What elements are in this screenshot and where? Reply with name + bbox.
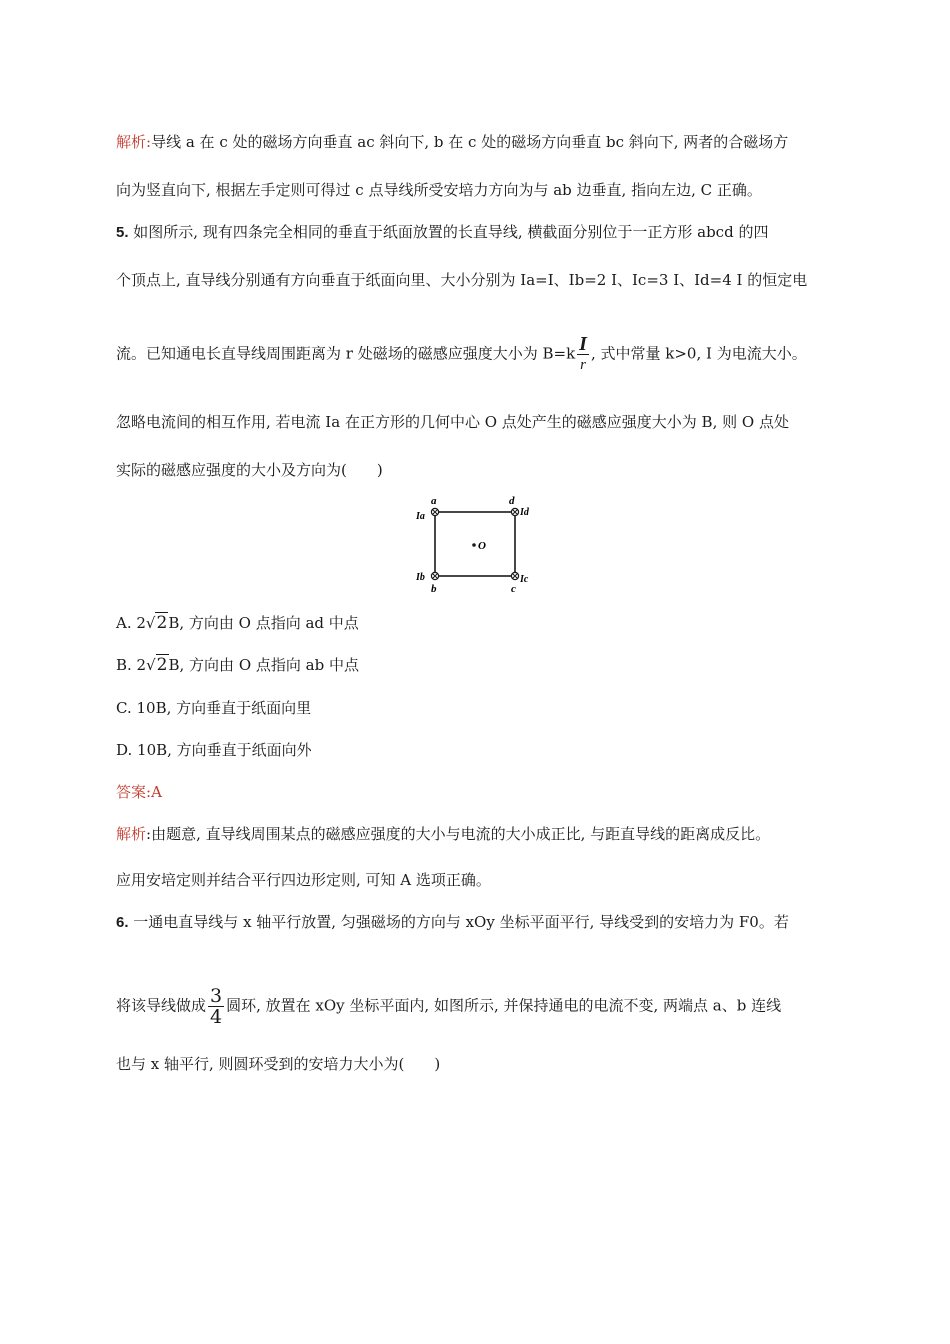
q5-analysis-line2: 应用安培定则并结合平行四边形定则, 可知 A 选项正确。 bbox=[116, 871, 491, 889]
option-d[interactable]: D. 10B, 方向垂直于纸面向外 bbox=[116, 741, 312, 759]
label-b: b bbox=[431, 583, 437, 595]
option-b[interactable]: B. 2√2B, 方向由 O 点指向 ab 中点 bbox=[116, 655, 359, 675]
q4-analysis-line1: 解析:导线 a 在 c 处的磁场方向垂直 ac 斜向下, b 在 c 处的磁场方向垂直 bc 斜向下, 两者的合磁场方 bbox=[116, 133, 789, 151]
q6-line2: 将该导线做成 $\frac{3}{4}$ 圆环, 放置在 xOy 坐标平面内, 如图所示, 并保持通电的电流不变, 两端点 a、b 连线 bbox=[116, 985, 782, 1028]
option-c[interactable]: C. 10B, 方向垂直于纸面向里 bbox=[116, 699, 312, 717]
q4-analysis-line2: 向为竖直向下, 根据左手定则可得过 c 点导线所受安培力方向为与 ab 边垂直, 指向左边, C 正确。 bbox=[116, 181, 762, 199]
label-Ib: Ib bbox=[416, 572, 425, 583]
wire-a-icon bbox=[431, 508, 438, 515]
q4-analysis-text-1: 导线 a 在 c 处的磁场方向垂直 ac 斜向下, b 在 c 处的磁场方向垂直 bc 斜向下, 两者的合磁场方 bbox=[151, 133, 789, 151]
q5-line2: 个顶点上, 直导线分别通有方向垂直于纸面向里、大小分别为 Ia=I、Ib=2 I、Ic=3 I、Id=4 I 的恒定电 bbox=[116, 271, 808, 289]
fraction-I-over-r: $\frac{I}{r}$ bbox=[579, 333, 587, 373]
answer-label: 答案 bbox=[116, 783, 147, 801]
q6-number: 6. bbox=[116, 914, 129, 931]
q6-line1: 6. 一通电直导线与 x 轴平行放置, 匀强磁场的方向与 xOy 坐标平面平行, 导线受到的安培力为 F0。若 bbox=[116, 913, 789, 931]
label-Ic: Ic bbox=[520, 574, 529, 585]
fraction-three-quarters: $\frac{3}{4}$ bbox=[210, 985, 223, 1028]
analysis-label: 解析 bbox=[116, 133, 147, 151]
label-Id: Id bbox=[520, 507, 529, 518]
sqrt-icon: √2 bbox=[145, 613, 168, 633]
q5-line4: 忽略电流间的相互作用, 若电流 Ia 在正方形的几何中心 O 点处产生的磁感应强度大小为 B, 则 O 点处 bbox=[116, 413, 789, 431]
wire-d-icon bbox=[511, 508, 518, 515]
wire-b-icon bbox=[431, 572, 438, 579]
q5-line5: 实际的磁感应强度的大小及方向为( ) bbox=[116, 461, 383, 479]
q5-analysis-line1: 解析:由题意, 直导线周围某点的磁感应强度的大小与电流的大小成正比, 与距直导线的距离成反比。 bbox=[116, 825, 771, 843]
q6-line3: 也与 x 轴平行, 则圆环受到的安培力大小为( ) bbox=[116, 1055, 441, 1073]
square-wires-figure bbox=[410, 492, 540, 598]
answer-value: :A bbox=[146, 783, 162, 801]
q5-line3: 流。已知通电长直导线周围距离为 r 处磁场的磁感应强度大小为 B=k $\frac{I}{r}$ , 式中常量 k>0, I 为电流大小。 bbox=[116, 333, 807, 373]
label-O: O bbox=[478, 540, 486, 552]
q5-line1: 5. 如图所示, 现有四条完全相同的垂直于纸面放置的长直导线, 横截面分别位于一正方形 abcd 的四 bbox=[116, 223, 769, 241]
label-Ia: Ia bbox=[416, 511, 425, 522]
label-c: c bbox=[511, 583, 516, 595]
analysis-label: 解析 bbox=[116, 825, 147, 843]
q5-answer bbox=[116, 782, 162, 802]
label-d: d bbox=[509, 495, 515, 507]
center-o-dot bbox=[472, 543, 476, 547]
label-a: a bbox=[431, 495, 437, 507]
q5-number: 5. bbox=[116, 224, 129, 241]
option-a[interactable]: A. 2√2B, 方向由 O 点指向 ad 中点 bbox=[116, 613, 359, 633]
sqrt-icon: √2 bbox=[146, 655, 168, 675]
wire-c-icon bbox=[511, 572, 518, 579]
